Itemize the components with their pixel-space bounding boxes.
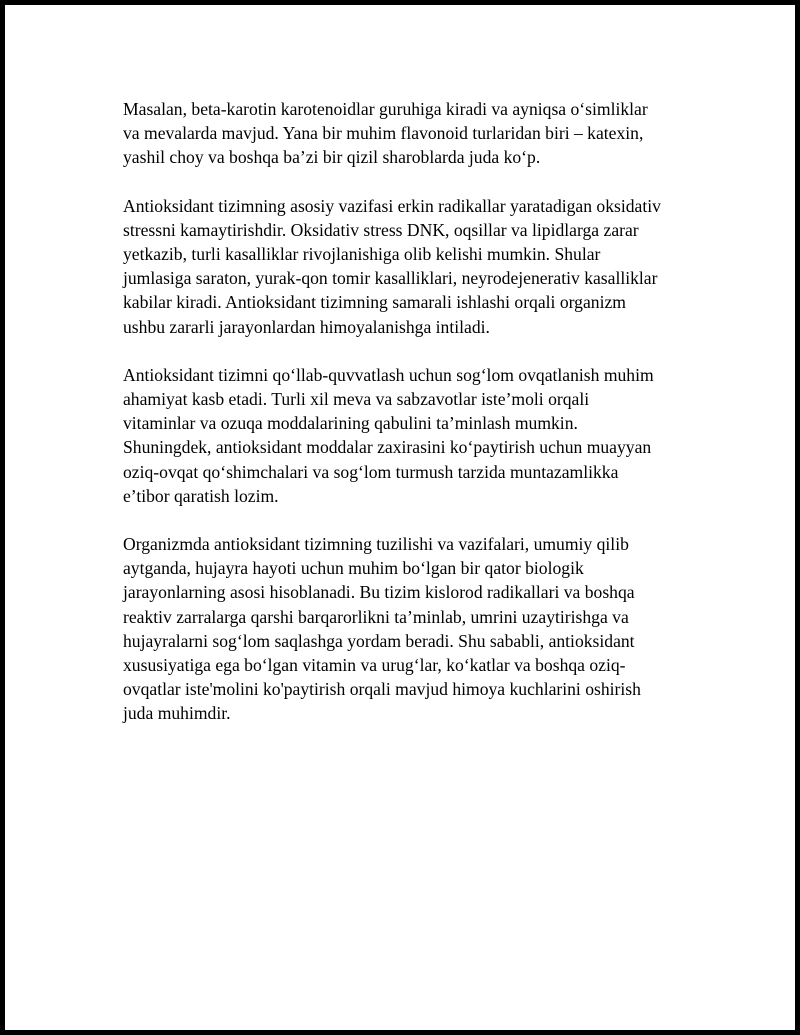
text-line: ovqatlar iste'molini ko'paytirish orqali mavjud himoya kuchlarini oshirish <box>123 679 641 700</box>
text-line: reaktiv zarralarga qarshi barqarorlikni ta’minlab, umrini uzaytirishga va <box>123 606 629 627</box>
text-line: Organizmda antioksidant tizimning tuzilishi va vazifalari, umumiy qilib <box>123 534 629 555</box>
text-line: Shuningdek, antioksidant moddalar zaxirasini ko‘paytirish uchun muayyan <box>123 437 652 458</box>
text-line: ahamiyat kasb etadi. Turli xil meva va sabzavotlar iste’moli orqali <box>123 389 590 410</box>
text-line: yetkazib, turli kasalliklar rivojlanishiga olib kelishi mumkin. Shular <box>123 244 601 265</box>
text-line: stressni kamaytirishdir. Oksidativ stress DNK, oqsillar va lipidlarga zarar <box>123 219 639 240</box>
text-line: yashil choy va boshqa ba’zi bir qizil sharoblarda juda ko‘p. <box>123 147 541 168</box>
text-line: aytganda, hujayra hayoti uchun muhim bo‘lgan bir qator biologik <box>123 558 584 579</box>
text-line: jumlasiga saraton, yurak-qon tomir kasalliklari, neyrodejenerativ kasalliklar <box>123 268 658 289</box>
paragraph-3 <box>123 363 713 508</box>
text-line: xususiyatiga ega bo‘lgan vitamin va urug‘lar, ko‘katlar va boshqa oziq- <box>123 655 626 676</box>
document-body <box>123 97 713 750</box>
text-line: e’tibor qaratish lozim. <box>123 485 279 506</box>
paragraph-1 <box>123 97 713 170</box>
text-line: hujayralarni sog‘lom saqlashga yordam beradi. Shu sababli, antioksidant <box>123 630 635 651</box>
text-line: jarayonlarning asosi hisoblanadi. Bu tizim kislorod radikallari va boshqa <box>123 582 635 603</box>
text-line: Masalan, beta-karotin karotenoidlar guruhiga kiradi va ayniqsa o‘simliklar <box>123 99 648 119</box>
text-line: oziq-ovqat qo‘shimchalari va sog‘lom turmush tarzida muntazamlikka <box>123 461 619 482</box>
paragraph-4 <box>123 532 713 726</box>
paragraph-2 <box>123 194 713 339</box>
text-line: ushbu zararli jarayonlardan himoyalanishga intiladi. <box>123 316 490 337</box>
text-line: Antioksidant tizimni qo‘llab-quvvatlash uchun sog‘lom ovqatlanish muhim <box>123 364 654 385</box>
text-line: juda muhimdir. <box>123 703 231 724</box>
text-line: va mevalarda mavjud. Yana bir muhim flavonoid turlaridan biri – katexin, <box>123 123 644 144</box>
text-line: Antioksidant tizimning asosiy vazifasi erkin radikallar yaratadigan oksidativ <box>123 195 661 216</box>
text-line: vitaminlar va ozuqa moddalarining qabulini ta’minlash mumkin. <box>123 413 578 434</box>
text-line: kabilar kiradi. Antioksidant tizimning samarali ishlashi orqali organizm <box>123 292 626 313</box>
